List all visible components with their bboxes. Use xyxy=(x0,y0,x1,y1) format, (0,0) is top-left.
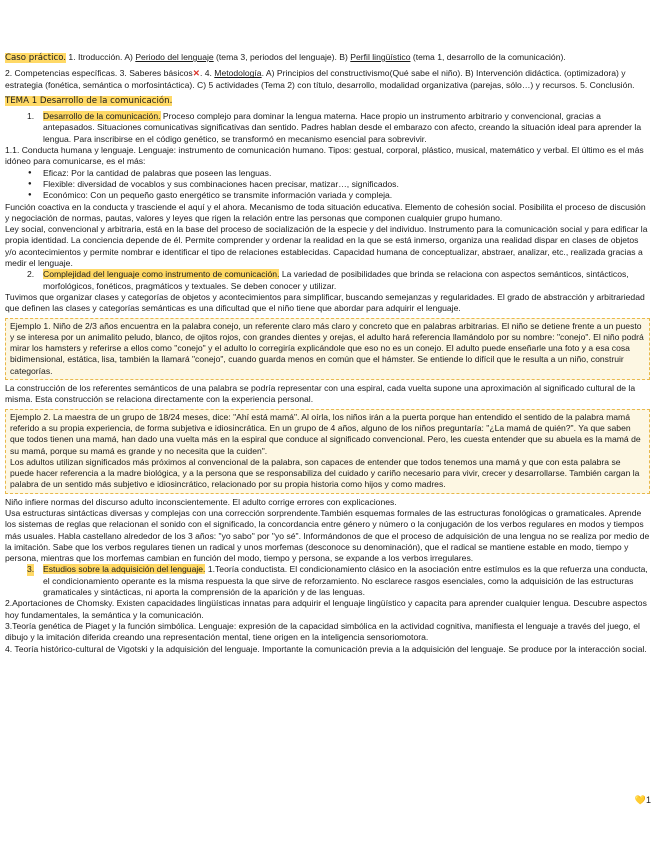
paragraph-piaget: 3.Teoría genética de Piaget y la función simbólica. Lenguaje: expresión de la capacidad simbólica en la actividad cognitiva, manifiesta el lenguaje a través del juego, el dibujo y la imitación diferida creando una representación mental, tiene origen en la inteligencia sensoriomotora. xyxy=(5,620,640,643)
paragraph-ley-social: Ley social, convencional y arbitraria, está en la base del proceso de socialización de la especie y del individuo. Instrumento para la comunicación social y para edificar la propia identidad. La conciencia depende de él. Permite comprender y ordenar la realidad en la que se está inmerso, organiza una realidad dispar en clases de objetos y/o acontecimientos y permite nombrar e identificar el tipo de relaciones establecidas. Capacidad humana de conceptualizar, abstraer, analizar, etc., realizada gracias a medir el lenguaje. xyxy=(5,224,648,269)
paragraph-nino-infiere: Niño infiere normas del discurso adulto inconscientemente. El adulto corrige errores con explicaciones. xyxy=(5,496,397,507)
perfil-linguistico-link[interactable]: Perfil lingüístico xyxy=(350,52,411,62)
page-number: 1 xyxy=(645,795,651,805)
paragraph-funcion: Función coactiva en la conducta y trasciende el aquí y el ahora. Mecanismo de toda situación educativa. Elemento de cohesión social. Posibilita el proceso de discusión y negociación de normas, pautas, valores y leyes que rigen la relación entre las personas que componen cualquier grupo humano. xyxy=(5,201,646,223)
section-2: 2. Complejidad del lenguaje como instrumento de comunicación. La variedad de posibilidades que brinda se relaciona con aspectos semánticos, sintácticos, morfológicos, fonéticos, pragmáticos y textuales. Se deben conocer y utilizar. xyxy=(27,269,629,291)
periodo-lenguaje-link[interactable]: Periodo del lenguaje xyxy=(135,52,214,62)
metodologia-link[interactable]: Metodología xyxy=(214,68,262,79)
paragraph-1-1: 1.1. Conducta humana y lenguaje. Lenguaje: instrumento de comunicación humano. Tipos: gestual, corporal, plástico, musical, matemático y verbal. El último es el más idóneo para comunicarse, es el más: xyxy=(5,145,644,167)
section-3-title: Estudios sobre la adquisición del lenguaje. xyxy=(43,564,206,575)
caso-practico-label: Caso práctico. xyxy=(5,53,67,63)
bullet-economico: ● Económico: Con un pequeño gasto energético se transmite información variada y compleja. xyxy=(5,190,650,201)
tema-heading: TEMA 1 Desarrollo de la comunicación. xyxy=(5,95,173,106)
section-1-title: Desarrollo de la comunicación. xyxy=(43,111,161,122)
example-1-box xyxy=(5,318,650,380)
section-3: 3. Estudios sobre la adquisición del lenguaje. 1.Teoría conductista. El condicionamiento clásico en la asociación entre estímulos es la que refuerza una conducta, el condicionamiento operante es la misma respuesta la que sirve de reforzamiento. No esclarece rasgos esenciales, como la adquisición de las estructuras gramaticales y sintácticas, ni aporta la comprensión de la aparición y de las lenguas. xyxy=(27,564,648,598)
example-2-text: Ejemplo 2. La maestra de un grupo de 18/24 meses, dice: "Ahí está mamá". Al oírla, los niños irán a la puerta porque han entendido el sentido de la palabra mamá referido a su propia experiencia, de forma subjetiva e idiosincrática. En un grupo de 4 años, alguno de los niños preguntaría: "¿La mamá de quién?". Ya que saben que todos tienen una mamá, han dado una vuelta más en la espiral que conduce al significado convencional. Pero, les cuesta entender que su abuela es la mamá de su mamá, porque su mamá es grande y no necesita que la cuiden". xyxy=(10,411,641,456)
paragraph-chomsky: 2.Aportaciones de Chomsky. Existen capacidades lingüísticas innatas para adquirir el lenguaje lingüístico y capacita para aprender cualquier lengua. Descubre aspectos hoy fundamentales, la semántica y la comunicación. xyxy=(5,598,647,620)
section-2-title: Complejidad del lenguaje como instrumento de comunicación. xyxy=(43,269,280,280)
example-2-box xyxy=(5,409,650,494)
intro-line-2: 2. Competencias específicas. 3. Saberes básicos✕. 4. Metodología. A) Principios del constructivismo(Qué sabe el niño). B) Intervención didáctica. (optimizadora) y estrategia (fonética, semántica o morfosintáctica). C) 5 actividades (Tema 2) con título, desarrollo, modalidad organizativa (parejas, sólo…) y recursos. 5. Conclusión. xyxy=(5,68,635,90)
paragraph-tuvimos: Tuvimos que organizar clases y categorías de objetos y acontecimientos para simplificar, buscando semejanzas y regularidades. El grado de abstracción y arbitrariedad que definen las clases y categorías semánticas es una dificultad que el niño tiene que abordar para adquirir el lenguaje. xyxy=(5,291,645,314)
heart-icon: 💛 xyxy=(634,795,646,805)
paragraph-estructuras: Usa estructuras sintácticas diversas y complejas con una corrección sorprendente.También esquemas formales de las estructuras fonológicas o gramaticales. Aprende los sistemas de reglas que relacionan el sonido con el significado, la concordancia entre género y número o la conjugación de los verbos regulares en modos y tiempos más usuales. Habla castellano alrededor de los 3 años: "yo sabo" por "yo sé". Informándonos de que el proceso de adquisición de una lengua no se realiza por medio de la imitación. Sabe que los verbos regulares tienen un radical y unos morfemas (desconoce su denominación), que el radical se mantiene estable en modo, tiempo y persona, mientras que los morfemas cambian en función del modo, tiempo y persona, se expande a los verbos irregulares. xyxy=(5,507,650,564)
cross-mark-icon: ✕ xyxy=(192,68,200,79)
paragraph-construccion: La construcción de los referentes semánticos de una palabra se podría representar con una espiral, cada vuelta supone una aproximación al significado cultural de la misma. Esta construcción se relaciona directamente con la experiencia personal. xyxy=(5,383,636,405)
bullet-flexible: ● Flexible: diversidad de vocablos y sus combinaciones hacen precisar, matizar…, significados. xyxy=(5,179,650,190)
intro-line-1: Caso práctico. 1. Itroducción. A) Periodo del lenguaje (tema 3, periodos del lenguaje). B) Perfil lingüístico (tema 1, desarrollo de la comunicación). xyxy=(5,52,566,63)
page-footer xyxy=(635,795,651,806)
section-1: 1. Desarrollo de la comunicación. Proceso complejo para dominar la lengua materna. Hace propio un instrumento arbitrario y convencional, gracias a antepasados. Situaciones comunicativas significativas dan sentido. Padres hablan desde el embarazo con afecto, creando la situación ideal para aprender la lengua. Para inscribirse en el código genético, se transformó en mecanismo esencial para sobrevivir. xyxy=(27,111,642,144)
bullet-eficaz: ● Eficaz: Por la cantidad de palabras que poseen las lenguas. xyxy=(5,168,650,179)
example-2-adults-text: Los adultos utilizan significados más próximos al convencional de la palabra, son capaces de entender que todos tenemos una mamá y que con esta palabra se puede hacer referencia a la madre biológica, y a la persona que se responsabiliza del cuidado y cariño necesario para vivir, crecer y desarrollarse. También cargan la palabra de un sentido más subjetivo e idiosincrático, relacionado por su propia historia como hijos y como madres. xyxy=(10,456,640,490)
example-1-text: Ejemplo 1. Niño de 2/3 años encuentra en la palabra conejo, un referente claro más claro y concreto que en palabras arbitrarias. El niño se detiene frente a un puesto y se interesa por un animalito peludo, blanco, de ojitos rojos, con grandes dientes y orejas, el adulto hará referencia llamándolo por su nombre: "conejo". El niño podrá mirar los hamsters y referirse a ellos como "conejo" y el adulto lo corregiría explicándole que eso no es un conejo. El adulto puede enseñarle una foto y a esa cosa bidimensional, estática, lisa, también la llamará "conejo", cuando guarda menos en común que el hámster. Se entiende lo difícil que le resulta a un niño, construir categorías. xyxy=(10,320,644,376)
paragraph-vigotski: 4. Teoría histórico-cultural de Vigotski y la adquisición del lenguaje. Importante la comunicación previa a la adquisición del lenguaje. Se produce por la interacción social. xyxy=(5,643,647,654)
